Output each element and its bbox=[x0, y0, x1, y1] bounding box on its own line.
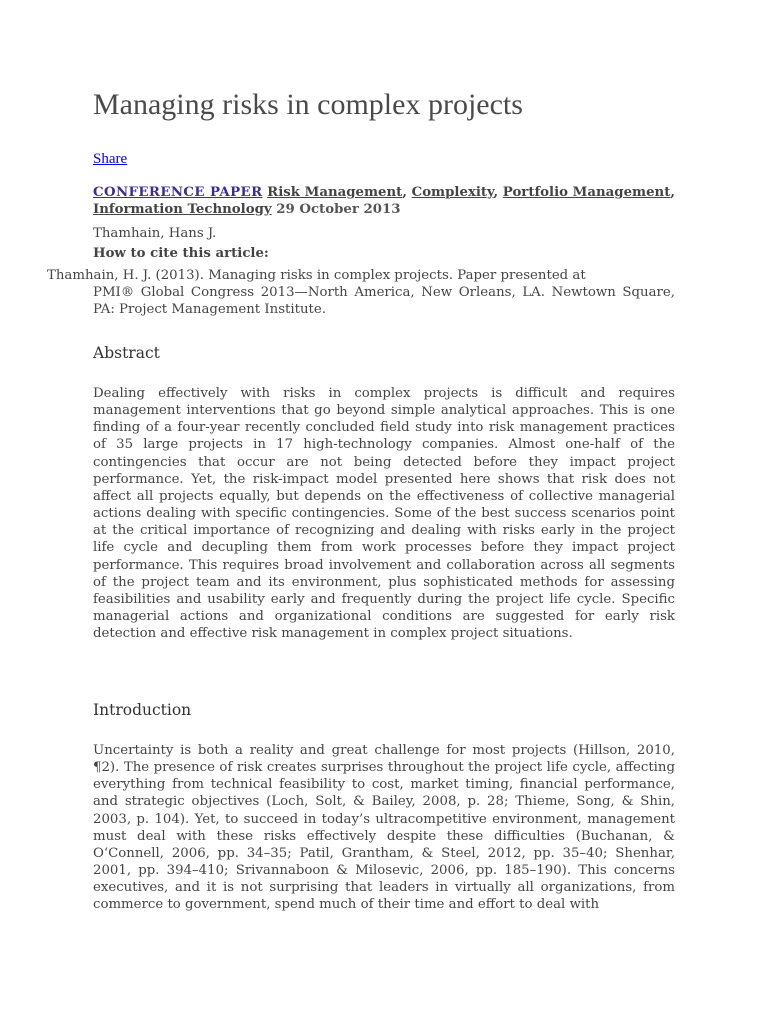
publication-date: 29 October 2013 bbox=[276, 202, 401, 217]
topic-link-complexity[interactable]: Complexity bbox=[411, 185, 494, 200]
abstract-heading: Abstract bbox=[93, 344, 160, 362]
cite-label: How to cite this article: bbox=[93, 246, 269, 261]
citation-text bbox=[47, 267, 675, 319]
citation-first-line: Thamhain, H. J. (2013). Managing risks in complex projects. Paper presented at bbox=[47, 268, 586, 283]
citation-rest: PMI® Global Congress 2013—North America, New Orleans, LA. Newtown Square, PA: Project Management Institute. bbox=[93, 285, 675, 318]
introduction-paragraph: Uncertainty is both a reality and great challenge for most projects (Hillson, 2010, ¶2). The presence of risk creates surprises throughout the project life cycle, affecting everything from technical feasibility to cost, market timing, financial performance, and strategic objectives (Loch, Solt, & Bailey, 2008, p. 28; Thieme, Song, & Shin, 2003, p. 104). Yet, to succeed in today’s ultracompetitive environment, management must deal with these risks effectively despite these difficulties (Buchanan, & O‘Connell, 2006, pp. 34–35; Patil, Grantham, & Steel, 2012, pp. 35–40; Shenhar, 2001, pp. 394–410; Srivannaboon & Milosevic, 2006, pp. 185–190). This concerns executives, and it is not surprising that leaders in virtually all organizations, from commerce to government, spend much of their time and effort to deal with bbox=[93, 743, 675, 913]
article-meta: CONFERENCE PAPER Risk Management, Complexity, Portfolio Management, Information Technology 29 October 2013 bbox=[93, 185, 676, 217]
page-title: Managing risks in complex projects bbox=[93, 88, 523, 121]
topic-link-information-technology[interactable]: Information Technology bbox=[93, 202, 272, 217]
share-link[interactable]: Share bbox=[93, 151, 128, 167]
topic-link-risk-management[interactable]: Risk Management bbox=[267, 185, 403, 200]
introduction-heading: Introduction bbox=[93, 701, 192, 719]
article-type-link[interactable]: CONFERENCE PAPER bbox=[93, 185, 263, 200]
abstract-paragraph: Dealing effectively with risks in complex projects is difficult and requires management interventions that go beyond simple analytical approaches. This is one finding of a four-year recently concluded field study into risk management practices of 35 large projects in 17 high-technology companies. Almost one-half of the contingencies that occur are not being detected before they impact project performance. Yet, the risk-impact model presented here shows that risk does not affect all projects equally, but depends on the effectiveness of collective managerial actions dealing with specific contingencies. Some of the best success scenarios point at the critical importance of recognizing and dealing with risks early in the project life cycle and decupling them from work processes before they impact project performance. This requires broad involvement and collaboration across all segments of the project team and its environment, plus sophisticated methods for assessing feasibilities and usability early and frequently during the project life cycle. Specific managerial actions and organizational conditions are suggested for early risk detection and effective risk management in complex project situations. bbox=[93, 386, 675, 642]
author-name: Thamhain, Hans J. bbox=[93, 226, 217, 241]
topic-link-portfolio-management[interactable]: Portfolio Management bbox=[502, 185, 671, 200]
